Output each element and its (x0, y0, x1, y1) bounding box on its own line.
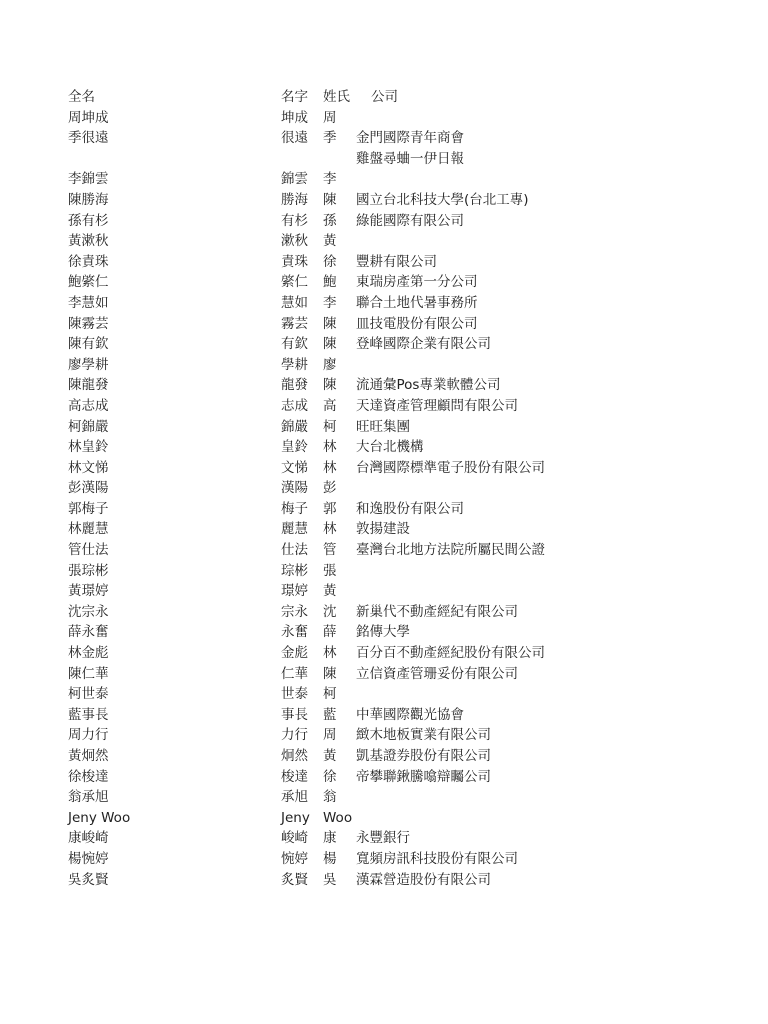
surname-cell: 徐 (323, 768, 337, 785)
surname-cell: 楊 (323, 850, 337, 867)
surname-cell: 陳 (323, 315, 337, 332)
surname-cell: Woo (323, 809, 353, 826)
surname-cell: 柯 (323, 418, 337, 435)
header-company: 公司 (371, 89, 398, 105)
full-name-cell: 黃漱秋 (68, 233, 109, 250)
table-row (0, 643, 768, 664)
company-cell: 大台北機構 (356, 439, 424, 456)
full-name-cell: 藍事長 (68, 706, 109, 723)
company-cell: 金門國際青年商會 (356, 130, 464, 147)
surname-cell: 徐 (323, 253, 337, 270)
full-name-cell: 李錦雲 (68, 171, 109, 188)
given-name-cell: 有杉 (281, 212, 308, 229)
surname-cell: 翁 (323, 789, 337, 806)
given-name-cell: 麗慧 (281, 521, 308, 538)
given-name-cell: Jeny (281, 809, 310, 826)
header-surname: 姓氏 (323, 89, 350, 105)
table-row (0, 211, 768, 232)
given-name-cell: 勝海 (281, 191, 308, 208)
given-name-cell: 宗永 (281, 603, 308, 620)
company-cell: 帝攀聯鍬騰噏辯矚公司 (356, 768, 491, 785)
table-row (0, 252, 768, 273)
company-cell: 綠能國際有限公司 (356, 212, 464, 229)
table-row (0, 458, 768, 479)
surname-cell: 周 (323, 109, 337, 126)
full-name-cell: 康峻崎 (68, 830, 109, 847)
company-cell: 豐耕有限公司 (356, 253, 437, 270)
given-name-cell: 志成 (281, 397, 308, 414)
table-row (0, 499, 768, 520)
surname-cell: 孫 (323, 212, 337, 229)
surname-cell: 黃 (323, 583, 337, 600)
full-name-cell: 陳有欽 (68, 336, 109, 353)
full-name-cell: 林皇鈴 (68, 439, 109, 456)
table-row (0, 664, 768, 685)
table-body (0, 108, 768, 891)
given-name-cell: 錦雲 (281, 171, 308, 188)
full-name-cell: 楊惋婷 (68, 850, 109, 867)
company-cell: 聯合土地代暑事務所 (356, 294, 478, 311)
surname-cell: 陳 (323, 377, 337, 394)
given-name-cell: 仕法 (281, 542, 308, 559)
table-row (0, 870, 768, 891)
company-cell: 流通彙Pos專業軟體公司 (356, 377, 501, 394)
given-name-cell: 文悌 (281, 459, 308, 476)
given-name-cell: 漢陽 (281, 480, 308, 497)
full-name-cell: 鮑綮仁 (68, 274, 109, 291)
full-name-cell: 沈宗永 (68, 603, 109, 620)
company-cell: 國立台北科技大學(台北工專) (356, 191, 529, 208)
given-name-cell: 皇鈴 (281, 439, 308, 456)
surname-cell: 林 (323, 439, 337, 456)
given-name-cell: 惋婷 (281, 850, 308, 867)
surname-cell: 黃 (323, 233, 337, 250)
given-name-cell: 仁華 (281, 665, 308, 682)
table-row (0, 602, 768, 623)
surname-cell: 藍 (323, 706, 337, 723)
company-cell: 銘傳大學 (356, 624, 410, 641)
table-row (0, 561, 768, 582)
table-row (0, 828, 768, 849)
company-cell: 皿技電股份有限公司 (356, 315, 478, 332)
company-cell: 百分百不動產經紀股份有限公司 (356, 645, 545, 662)
surname-cell: 廖 (323, 356, 337, 373)
table-row (0, 849, 768, 870)
given-name-cell: 世泰 (281, 686, 308, 703)
given-name-cell: 炯然 (281, 748, 308, 764)
given-name-cell: 事長 (281, 706, 308, 723)
company-cell: 和逸股份有限公司 (356, 500, 464, 517)
given-name-cell: 金彪 (281, 645, 308, 662)
surname-cell: 陳 (323, 336, 337, 353)
surname-cell: 彭 (323, 480, 337, 497)
table-row (0, 128, 768, 149)
table-row (0, 149, 768, 170)
full-name-cell: 林金彪 (68, 645, 109, 662)
full-name-cell: 周坤成 (68, 109, 109, 126)
given-name-cell: 炙賢 (281, 871, 308, 888)
header-full-name: 全名 (68, 89, 95, 105)
company-cell: 雞盤尋蛐一伊日報 (356, 150, 464, 167)
given-name-cell: 梅子 (281, 500, 308, 517)
given-name-cell: 璟婷 (281, 583, 308, 600)
surname-cell: 高 (323, 397, 337, 414)
full-name-cell: 陳霧芸 (68, 315, 109, 332)
company-cell: 凱基證券股份有限公司 (356, 748, 491, 764)
surname-cell: 黃 (323, 748, 337, 764)
company-cell: 旺旺集團 (356, 418, 410, 435)
full-name-cell: 季很遠 (68, 130, 109, 147)
table-row (0, 417, 768, 438)
table-row (0, 725, 768, 746)
full-name-cell: 孫有杉 (68, 212, 109, 229)
company-cell: 東瑞房產第一分公司 (356, 274, 478, 291)
table-row (0, 540, 768, 561)
surname-cell: 陳 (323, 665, 337, 682)
given-name-cell: 承旭 (281, 789, 308, 806)
full-name-cell: 彭漢陽 (68, 480, 109, 497)
surname-cell: 季 (323, 130, 337, 147)
full-name-cell: 吳炙賢 (68, 871, 109, 888)
full-name-cell: 黃炯然 (68, 748, 109, 764)
given-name-cell: 梭達 (281, 768, 308, 785)
table-row (0, 231, 768, 252)
full-name-cell: Jeny Woo (68, 809, 131, 826)
given-name-cell: 很遠 (281, 130, 308, 147)
full-name-cell: 張琮彬 (68, 562, 109, 579)
company-cell: 天達資產管理顧問有限公司 (356, 397, 518, 414)
surname-cell: 康 (323, 830, 337, 847)
table-row (0, 190, 768, 211)
given-name-cell: 峻崎 (281, 830, 308, 847)
company-cell: 立信資產管珊妥份有限公司 (356, 665, 518, 682)
full-name-cell: 柯錦嚴 (68, 418, 109, 435)
full-name-cell: 薛永奮 (68, 624, 109, 641)
company-cell: 緻木地板實業有限公司 (356, 727, 491, 744)
header-given-name: 名字 (281, 89, 308, 105)
table-row (0, 581, 768, 602)
surname-cell: 林 (323, 521, 337, 538)
company-cell: 中華國際觀光協會 (356, 706, 464, 723)
surname-cell: 鮑 (323, 274, 337, 291)
table-row (0, 334, 768, 355)
full-name-cell: 林文悌 (68, 459, 109, 476)
table-row (0, 108, 768, 129)
given-name-cell: 霧芸 (281, 315, 308, 332)
table-row (0, 787, 768, 808)
company-cell: 敦揚建設 (356, 521, 410, 538)
surname-cell: 柯 (323, 686, 337, 703)
surname-cell: 管 (323, 542, 337, 559)
surname-cell: 林 (323, 459, 337, 476)
company-cell: 寬頻房訊科技股份有限公司 (356, 850, 518, 867)
full-name-cell: 林麗慧 (68, 521, 109, 538)
given-name-cell: 有欽 (281, 336, 308, 353)
contact-sheet (0, 87, 768, 890)
surname-cell: 李 (323, 294, 337, 311)
table-row (0, 293, 768, 314)
given-name-cell: 龍發 (281, 377, 308, 394)
full-name-cell: 郭梅子 (68, 500, 109, 517)
surname-cell: 郭 (323, 500, 337, 517)
company-cell: 漢霖營造股份有限公司 (356, 871, 491, 888)
surname-cell: 沈 (323, 603, 337, 620)
surname-cell: 薛 (323, 624, 337, 641)
table-row (0, 314, 768, 335)
given-name-cell: 琮彬 (281, 562, 308, 579)
table-row (0, 169, 768, 190)
given-name-cell: 力行 (281, 727, 308, 744)
table-row (0, 519, 768, 540)
full-name-cell: 高志成 (68, 397, 109, 414)
full-name-cell: 徐梭達 (68, 768, 109, 785)
table-row (0, 684, 768, 705)
surname-cell: 吳 (323, 871, 337, 888)
company-cell: 登峰國際企業有限公司 (356, 336, 491, 353)
full-name-cell: 李慧如 (68, 294, 109, 311)
given-name-cell: 錦嚴 (281, 418, 308, 435)
given-name-cell: 慧如 (281, 294, 308, 311)
company-cell: 台灣國際標準電子股份有限公司 (356, 459, 545, 476)
given-name-cell: 坤成 (281, 109, 308, 126)
given-name-cell: 責珠 (281, 253, 308, 270)
surname-cell: 李 (323, 171, 337, 188)
table-row (0, 705, 768, 726)
surname-cell: 周 (323, 727, 337, 744)
full-name-cell: 翁承旭 (68, 789, 109, 806)
table-row (0, 622, 768, 643)
given-name-cell: 綮仁 (281, 274, 308, 291)
table-row (0, 808, 768, 829)
table-row (0, 437, 768, 458)
surname-cell: 陳 (323, 191, 337, 208)
full-name-cell: 管仕法 (68, 542, 109, 559)
full-name-cell: 周力行 (68, 727, 109, 744)
table-row (0, 478, 768, 499)
surname-cell: 張 (323, 562, 337, 579)
header-row (0, 87, 768, 108)
given-name-cell: 漱秋 (281, 233, 308, 250)
company-cell: 永豐銀行 (356, 830, 410, 847)
table-row (0, 375, 768, 396)
given-name-cell: 學耕 (281, 356, 308, 373)
full-name-cell: 陳勝海 (68, 191, 109, 208)
company-cell: 新巢代不動產經紀有限公司 (356, 603, 518, 620)
table-row (0, 272, 768, 293)
table-row (0, 746, 768, 767)
surname-cell: 林 (323, 645, 337, 662)
full-name-cell: 廖學耕 (68, 356, 109, 373)
full-name-cell: 柯世泰 (68, 686, 109, 703)
full-name-cell: 陳龍發 (68, 377, 109, 394)
table-row (0, 767, 768, 788)
full-name-cell: 陳仁華 (68, 665, 109, 682)
table-row (0, 396, 768, 417)
given-name-cell: 永奮 (281, 624, 308, 641)
table-row (0, 355, 768, 376)
full-name-cell: 黃璟婷 (68, 583, 109, 600)
full-name-cell: 徐責珠 (68, 253, 109, 270)
company-cell: 臺灣台北地方法院所屬民間公證 (356, 542, 545, 559)
